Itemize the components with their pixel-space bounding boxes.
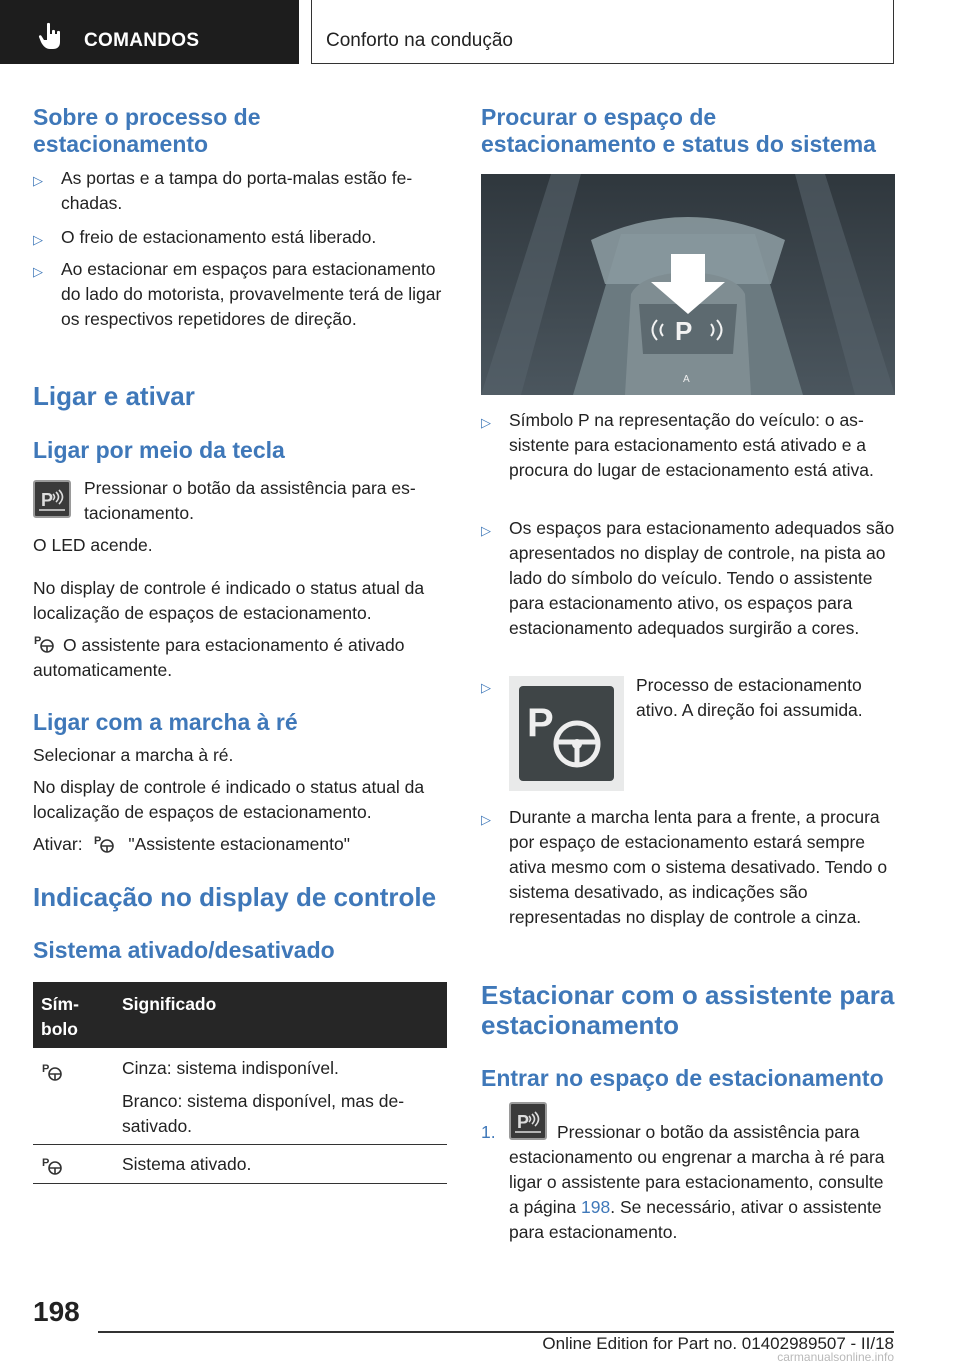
photo-p-letter: P	[675, 316, 693, 346]
list-item: ▷ O freio de estacionamento está liberado.	[33, 227, 377, 247]
parking-assist-small-icon	[93, 832, 115, 854]
table-row: Cinza: sistema indisponível.	[122, 1058, 339, 1078]
hand-icon	[38, 22, 64, 50]
svg-text:P: P	[42, 1157, 50, 1169]
heading-processo: Sobre o processo de estacionamento	[33, 104, 261, 157]
table-col-meaning: Significado	[122, 994, 217, 1014]
text-ativar: Ativar: "Assistente estacionamento"	[33, 834, 350, 854]
svg-text:P: P	[41, 490, 54, 510]
heading-sistema: Sistema ativado/desativado	[33, 937, 335, 963]
list-item: ▷ Durante a marcha lenta para a frente, a procura por espaço de estacionamento estará sempre ativa mesmo com o sistema desativado. Tendo o sistema desativado, as indicações são representadas no display de controle a cinza.	[481, 807, 888, 927]
table-row: Branco: sistema disponível, mas desativado.	[122, 1091, 405, 1136]
photo-a-letter: A	[683, 374, 690, 385]
parking-display-image	[481, 174, 895, 395]
svg-text:P: P	[527, 701, 554, 745]
parking-assist-button-icon	[33, 480, 71, 518]
header-section	[311, 0, 894, 64]
heading-ligar-tecla: Ligar por meio da tecla	[33, 437, 285, 463]
list-item: ▷ As portas e a tampa do porta-malas estão fechadas.	[33, 168, 413, 213]
chapter-title: COMANDOS	[84, 30, 200, 51]
section-title: Conforto na condução	[326, 30, 513, 51]
parking-assist-small-icon	[41, 1060, 63, 1082]
heading-marcha-re: Ligar com a marcha à ré	[33, 709, 298, 735]
text-selecionar: Selecionar a marcha à ré.	[33, 745, 234, 765]
parking-steering-icon	[509, 676, 624, 791]
svg-text:P: P	[517, 1112, 530, 1132]
heading-entrar: Entrar no espaço de estacionamento	[481, 1065, 884, 1091]
list-item: ▷ Ao estacionar em espaços para estacionamento do lado do motorista, provavelmente terá de ligar os respectivos repetidores de direção.	[33, 259, 442, 329]
page-link[interactable]: 198	[581, 1197, 611, 1217]
svg-text:P: P	[34, 635, 42, 647]
table-row: Sistema ativado.	[122, 1154, 252, 1174]
text-display-status: No display de controle é indicado o status atual da localização de espaços de estacionamento.	[33, 578, 425, 623]
footer-watermark: carmanualsonline.info	[777, 1350, 894, 1364]
step-text: Pressionar o botão da assistência para estacionamento ou engrenar a marcha à ré para ligar o assistente para estacionamento, consulte a página 198. Se necessário, ativar o assistente para estacionamento.	[509, 1122, 885, 1242]
footer-divider	[98, 1331, 894, 1333]
svg-text:P: P	[42, 1063, 50, 1075]
footer-edition: Online Edition for Part no. 01402989507 - II/18	[542, 1334, 894, 1353]
parking-assist-small-icon	[41, 1154, 63, 1176]
text-led: O LED acende.	[33, 535, 153, 555]
table-col-symbol: Sím- bolo	[41, 994, 79, 1039]
page-number: 198	[33, 1296, 80, 1327]
list-item: ▷ Processo de estacionamento ativo. A direção foi assumida.	[481, 675, 863, 720]
step-number: 1.	[481, 1122, 496, 1142]
heading-ligar-ativar: Ligar e ativar	[33, 381, 195, 411]
text-ativado-auto: O assistente para estacionamento é ativado automaticamente.	[33, 635, 405, 680]
heading-estacionar: Estacionar com o assistente para estacionamento	[481, 980, 895, 1040]
table-header	[33, 982, 447, 1048]
header-chapter-tab	[0, 0, 299, 64]
heading-indicacao: Indicação no display de controle	[33, 882, 437, 912]
text-display-status-2: No display de controle é indicado o status atual da localização de espaços de estacionamento.	[33, 777, 425, 822]
svg-text:P: P	[94, 835, 102, 847]
list-item: ▷ Símbolo P na representação do veículo: o assistente para estacionamento está ativado e a procura do lugar de estacionamento está ativa.	[481, 410, 874, 480]
list-item: ▷ Os espaços para estacionamento adequados são apresentados no display de controle, na pista ao lado do símbolo do veículo. Tendo o assistente para estacionamento ativo, os espaços para estacionamento adequados surgirão a cores.	[481, 518, 895, 638]
heading-procurar: Procurar o espaço de estacionamento e status do sistema	[481, 104, 876, 157]
text-pressionar: Pressionar o botão da assistência para estacionamento.	[84, 478, 416, 523]
